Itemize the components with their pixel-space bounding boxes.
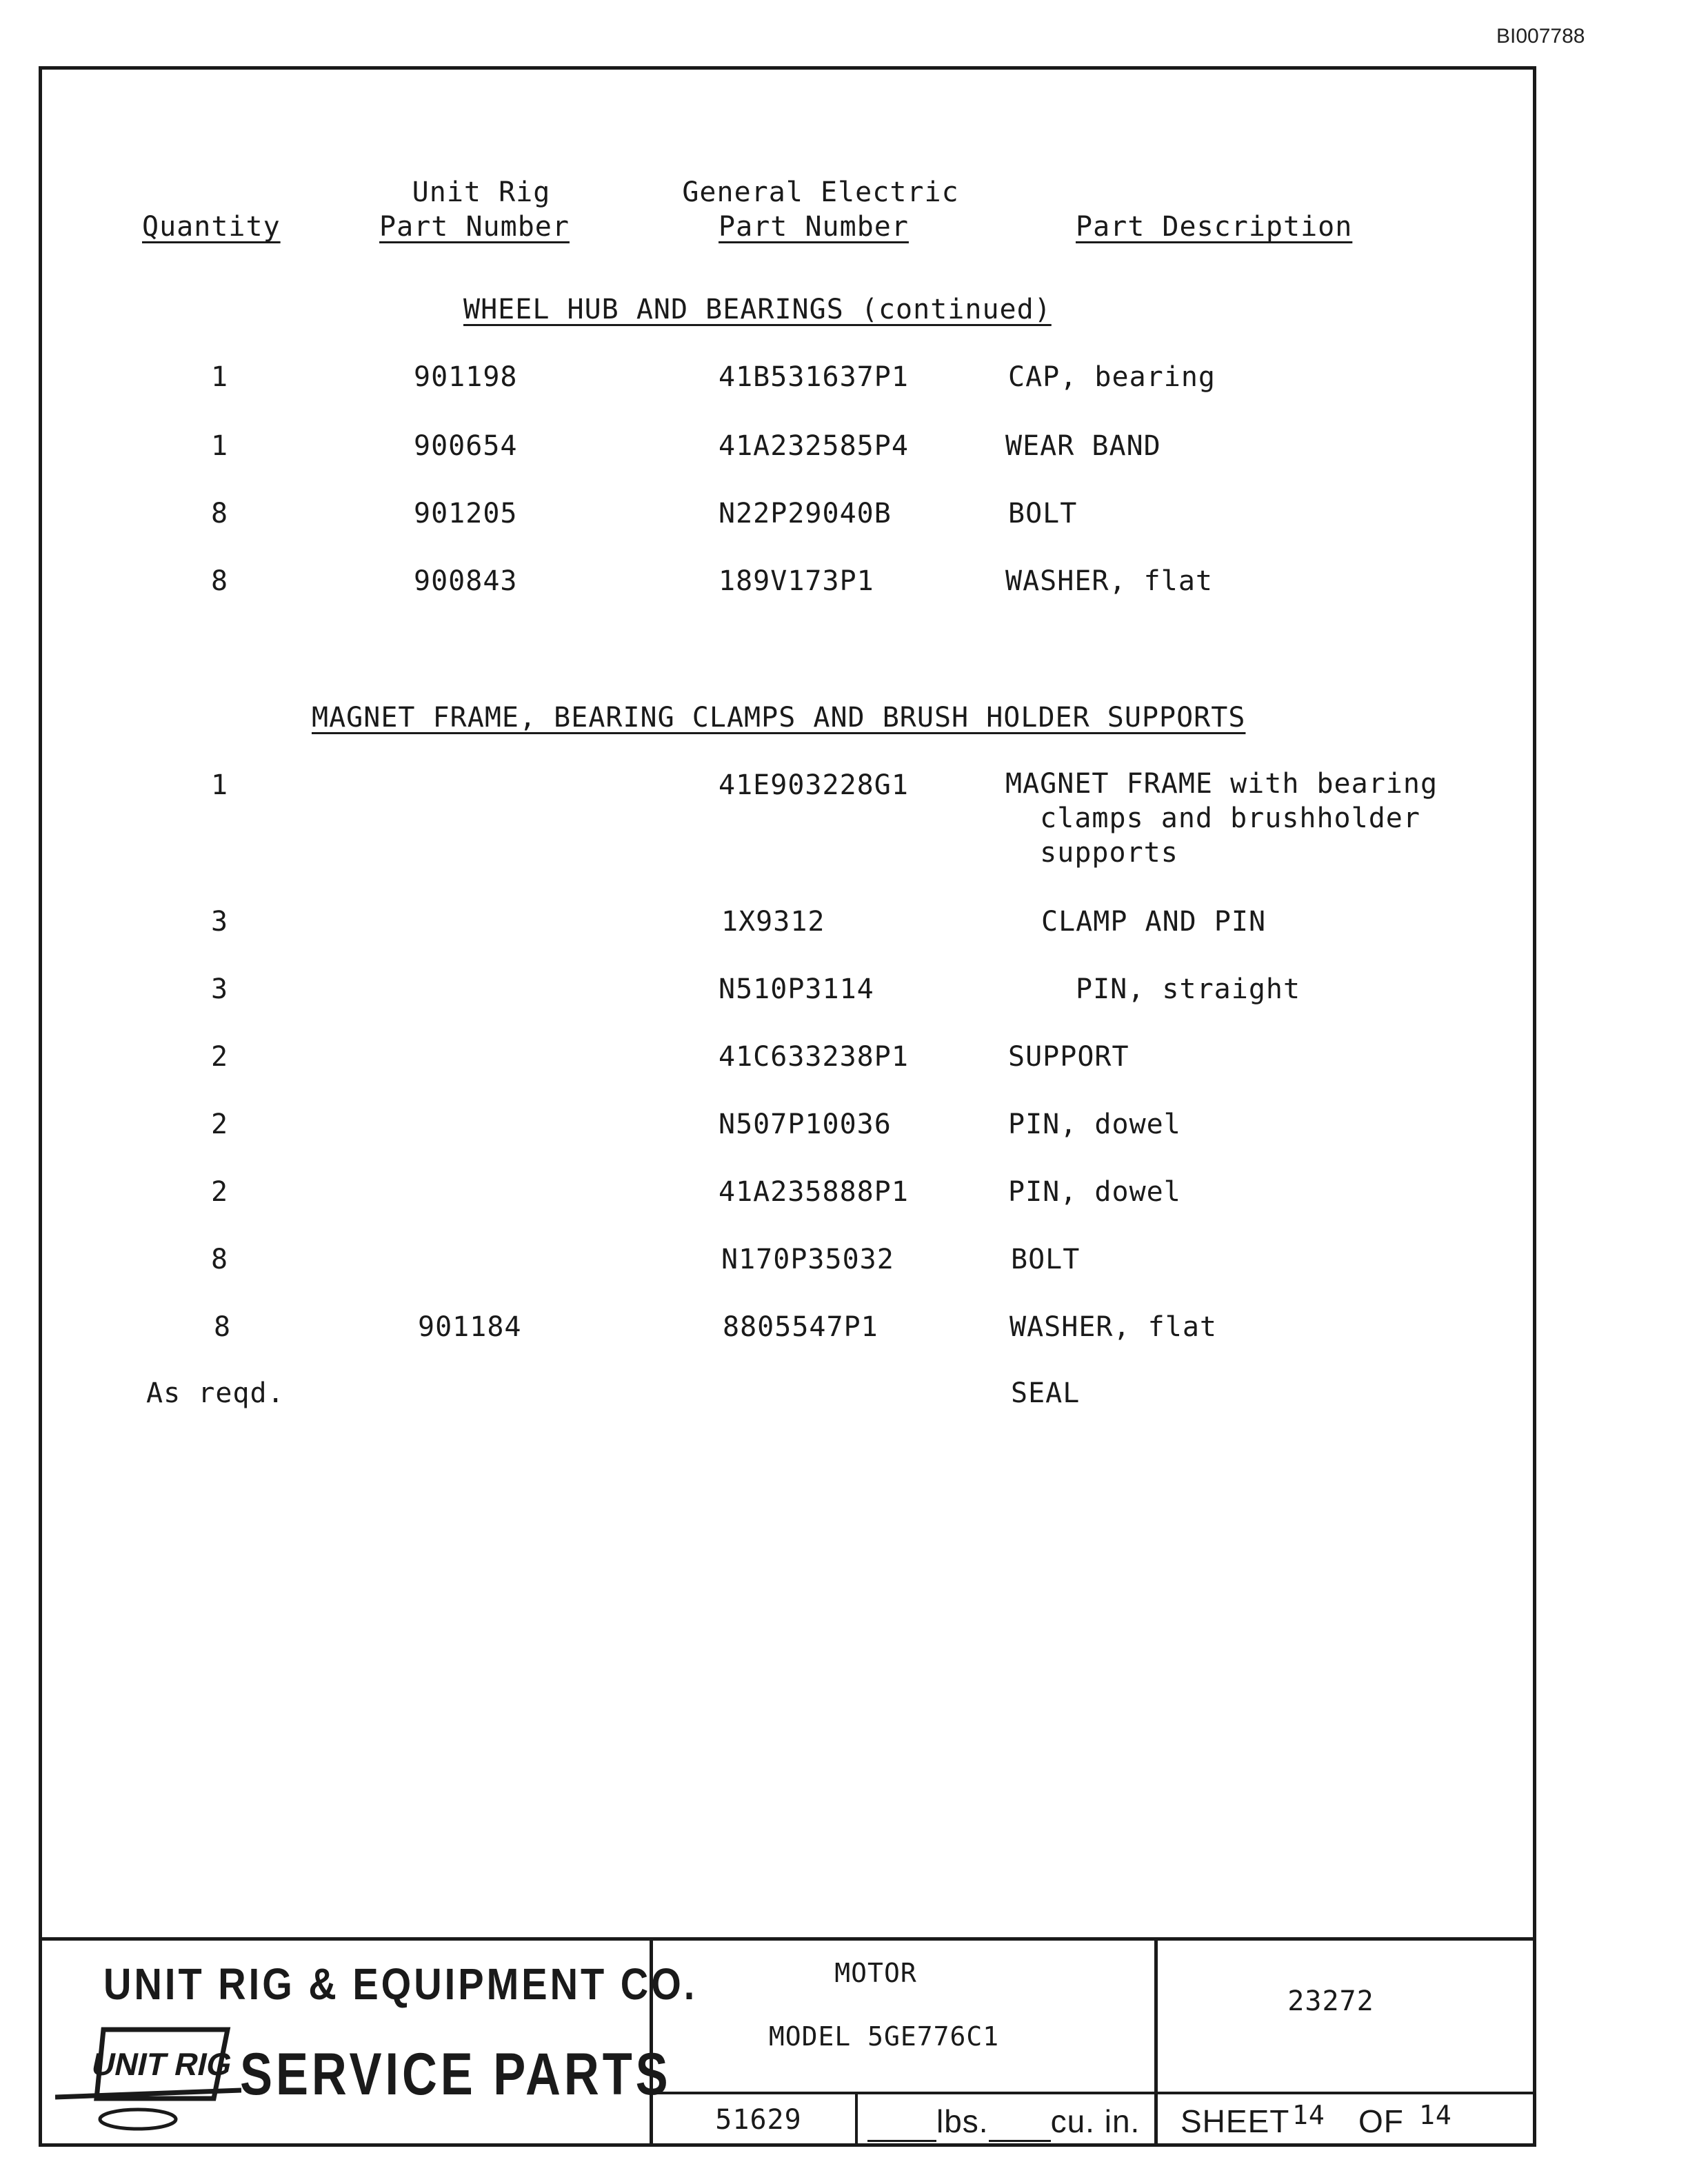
of-label: OF [1358,2103,1404,2139]
ge-part-cell: 1X9312 [721,906,825,938]
qty-cell: 2 [211,1176,229,1208]
cuin-label: cu. in. [1050,2103,1141,2139]
model-number: MODEL 5GE776C1 [768,2021,1000,2052]
volume-blank [989,2103,1051,2142]
lbs-label: lbs. [936,2103,989,2139]
description-cell: WASHER, flat [1009,1311,1217,1343]
ge-part-cell: 8805547P1 [723,1311,878,1343]
weight-blank [867,2103,936,2142]
description-cell: PIN, dowel [1008,1176,1181,1208]
item-name: MOTOR [834,1958,917,1988]
title-block-divider [1154,1937,1158,2147]
company-name: UNIT RIG & EQUIPMENT CO. [103,1959,698,2009]
title-block-top-rule [39,1937,1536,1941]
ge-part-cell: 41A235888P1 [719,1176,909,1208]
ge-part-cell: N22P29040B [719,498,892,529]
qty-cell: 8 [211,498,229,529]
unit-rig-logo [55,2016,241,2133]
unit-rig-part-cell: 901184 [418,1311,522,1343]
ge-part-cell: N510P3114 [719,973,874,1005]
description-cell: BOLT [1008,498,1078,529]
description-cell: BOLT [1011,1244,1081,1275]
unit-rig-part-cell: 901205 [414,498,518,529]
description-cell: PIN, straight [1076,973,1301,1005]
description-cell: WASHER, flat [1005,565,1213,597]
qty-cell: 2 [211,1041,229,1073]
ge-part-cell: 41E903228G1 [719,769,909,801]
qty-cell: 3 [211,906,229,938]
header-unit-rig-line2: Part Number [379,211,570,243]
sheet-label: SHEET [1180,2103,1290,2139]
qty-cell: 2 [211,1109,229,1140]
weight-volume-field [867,2103,1140,2142]
description-cell: SUPPORT [1008,1041,1129,1073]
ge-part-cell: N170P35032 [721,1244,894,1275]
title-block-divider [855,2092,858,2147]
qty-cell: 1 [211,361,229,393]
svg-text:UNIT RIG: UNIT RIG [88,2046,236,2082]
ge-part-cell: 41A232585P4 [719,430,909,462]
header-ge-line1: General Electric [682,176,959,208]
unit-rig-part-cell: 900654 [414,430,518,462]
header-ge-line2: Part Number [719,211,909,243]
section-title-wheel-hub: WHEEL HUB AND BEARINGS (continued) [463,294,1052,325]
description-cell: WEAR BAND [1005,430,1161,462]
description-cell: MAGNET FRAME with bearing clamps and brushholder supports [1005,768,1438,869]
ge-part-cell: N507P10036 [719,1109,892,1140]
description-cell: SEAL [1011,1377,1081,1409]
qty-cell: 8 [211,565,229,597]
qty-cell: 8 [211,1244,229,1275]
unit-rig-part-cell: 900843 [414,565,518,597]
qty-cell: As reqd. [146,1377,285,1409]
qty-cell: 3 [211,973,229,1005]
sheet-total: 14 [1419,2100,1452,2130]
part-reference-number: 51629 [715,2104,802,2136]
section-title-magnet-frame: MAGNET FRAME, BEARING CLAMPS AND BRUSH HOLDER SUPPORTS [312,702,1246,734]
ge-part-cell: 189V173P1 [719,565,874,597]
ge-part-cell: 41B531637P1 [719,361,909,393]
qty-cell: 1 [211,430,229,462]
header-quantity: Quantity [142,211,281,243]
description-cell: CAP, bearing [1008,361,1216,393]
description-cell: CLAMP AND PIN [1041,906,1267,938]
header-unit-rig-line1: Unit Rig [412,176,551,208]
drawing-number: 23272 [1287,1985,1374,2017]
sheet-number: 14 [1292,2100,1325,2130]
service-parts-label: SERVICE PARTS [240,2041,672,2107]
qty-cell: 8 [214,1311,232,1343]
header-description: Part Description [1076,211,1353,243]
ge-part-cell: 41C633238P1 [719,1041,909,1073]
unit-rig-part-cell: 901198 [414,361,518,393]
document-id: BI007788 [1496,25,1585,48]
title-block-row-rule [650,2092,1536,2094]
description-cell: PIN, dowel [1008,1109,1181,1140]
qty-cell: 1 [211,769,229,801]
